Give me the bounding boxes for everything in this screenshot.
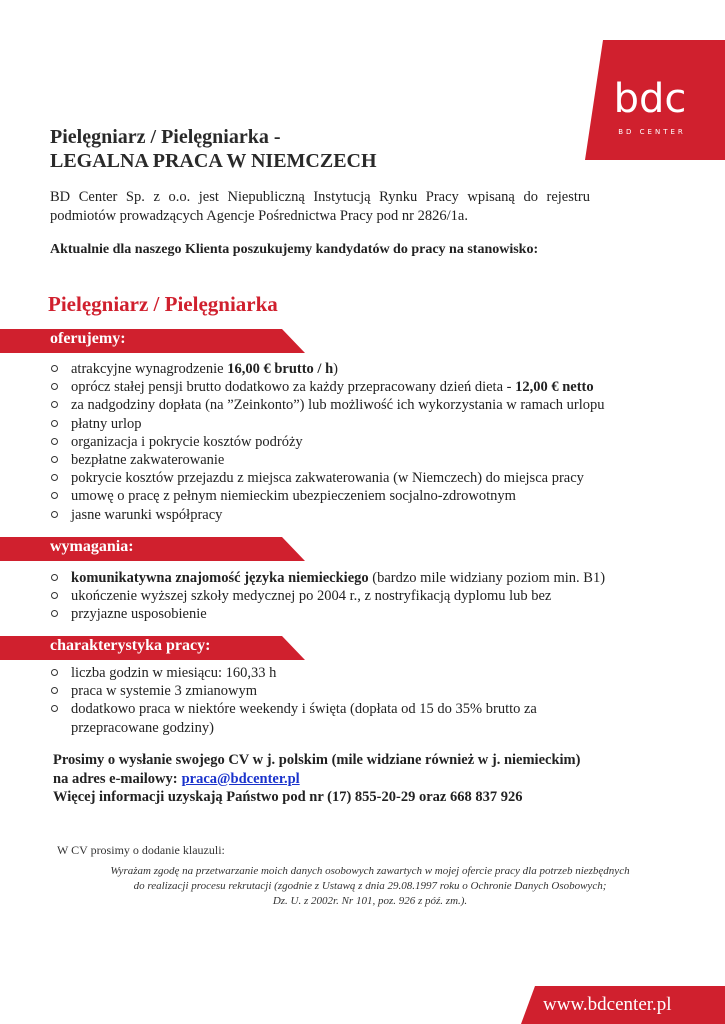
list-item <box>50 451 680 469</box>
list-item-pre: dodatkowo praca w niektóre weekendy i święta (dopłata od 15 do 35% brutto za przepracowane godziny) <box>71 701 537 736</box>
email-link[interactable]: praca@bdcenter.pl <box>181 770 300 787</box>
contact-line3: Więcej informacji uzyskają Państwo pod nr (17) 855-20-29 oraz 668 837 926 <box>53 789 523 805</box>
list-item-bold: 12,00 € netto <box>515 379 594 396</box>
section-heading-offer: oferujemy: <box>50 330 126 347</box>
list-item <box>50 506 680 524</box>
clause-line1: Wyrażam zgodę na przetwarzanie moich danych osobowych zawartych w mojej ofercie pracy dla potrzeb niezbędnych <box>110 865 630 877</box>
list-item-pre: bezpłatne zakwaterowanie <box>71 452 225 469</box>
list-item-pre: liczba godzin w miesiącu: 160,33 h <box>71 665 277 681</box>
page-title-line1: Pielęgniarz / Pielęgniarka - <box>50 126 281 148</box>
list-item-pre: jasne warunki współpracy <box>71 506 223 523</box>
list-item <box>50 433 680 451</box>
contact-block <box>53 751 580 807</box>
bdc-logo <box>585 40 725 160</box>
offer-list <box>50 360 680 524</box>
section-heading-job: charakterystyka pracy: <box>50 637 211 654</box>
list-item-pre: pokrycie kosztów przejazdu z miejsca zakwaterowania (w Niemczech) do miejsca pracy <box>71 470 584 487</box>
list-item <box>50 415 680 433</box>
requirements-list <box>50 569 680 624</box>
contact-line2 <box>53 770 580 789</box>
list-item-pre: atrakcyjne wynagrodzenie <box>71 361 228 377</box>
consent-clause <box>60 864 680 909</box>
section-banner-requirements <box>0 537 305 561</box>
list-item <box>50 605 680 623</box>
footer-url[interactable]: www.bdcenter.pl <box>543 994 672 1015</box>
position-title: Pielęgniarz / Pielęgniarka <box>48 292 278 316</box>
section-heading-requirements: wymagania: <box>50 538 134 555</box>
list-item <box>50 378 680 396</box>
list-item <box>50 360 680 378</box>
list-item <box>50 682 620 700</box>
list-item-bold: 16,00 € brutto / h <box>227 361 334 377</box>
logo-subtitle: BD CENTER <box>618 128 686 136</box>
lead-text: Aktualnie dla naszego Klienta poszukujemy kandydatów do pracy na stanowisko: <box>50 242 539 257</box>
list-item-pre: umowę o pracę z pełnym niemieckim ubezpieczeniem socjalno-zdrowotnym <box>71 488 516 505</box>
job-list <box>50 664 620 737</box>
list-item <box>50 487 680 505</box>
list-item-pre: praca w systemie 3 zmianowym <box>71 683 258 700</box>
list-item-post: ) <box>333 361 338 377</box>
list-item-pre: oprócz stałej pensji brutto dodatkowo za każdy przepracowany dzień dieta - <box>71 379 516 396</box>
list-item-post: (bardzo mile widziany poziom min. B1) <box>368 570 606 586</box>
list-item <box>50 664 620 682</box>
list-item-pre: przyjazne usposobienie <box>71 606 207 623</box>
logo-mark: bdc <box>613 76 687 122</box>
section-banner-job <box>0 636 305 660</box>
list-item-pre: organizacja i pokrycie kosztów podróży <box>71 433 303 450</box>
list-item <box>50 700 620 736</box>
section-banner-offer <box>0 329 305 353</box>
list-item-pre: ukończenie wyższej szkoły medycznej po 2004 r., z nostryfikacją dyplomu lub bez <box>71 588 552 605</box>
list-item-pre: za nadgodziny dopłata (na ”Zeinkonto”) lub możliwość ich wykorzystania w ramach urlopu <box>71 397 605 414</box>
email-label: na adres e-mailowy: <box>53 770 178 787</box>
contact-line1: Prosimy o wysłanie swojego CV w j. polskim (mile widziane również w j. niemieckim) <box>53 752 581 768</box>
footer-banner <box>521 986 725 1024</box>
intro-line2: podmiotów prowadzących Agencje Pośrednictwa Pracy pod nr 2826/1a. <box>50 208 468 224</box>
list-item <box>50 396 680 414</box>
clause-line2: do realizacji procesu rekrutacji (zgodnie z Ustawą z dnia 29.08.1997 roku o Ochronie Danych Osobowych; <box>133 880 607 892</box>
clause-line3: Dz. U. z 2002r. Nr 101, poz. 926 z póź. zm.). <box>272 895 468 907</box>
list-item <box>50 587 680 605</box>
list-item <box>50 569 680 587</box>
page-title-line2: LEGALNA PRACA W NIEMCZECH <box>50 150 377 172</box>
list-item-pre: płatny urlop <box>71 415 142 432</box>
list-item-bold: komunikatywna znajomość języka niemieckiego <box>71 570 369 586</box>
cv-note: W CV prosimy o dodanie klauzuli: <box>57 843 225 857</box>
intro-line1: BD Center Sp. z o.o. jest Niepubliczną Instytucją Rynku Pracy wpisaną do rejestru <box>50 189 590 205</box>
list-item <box>50 469 680 487</box>
